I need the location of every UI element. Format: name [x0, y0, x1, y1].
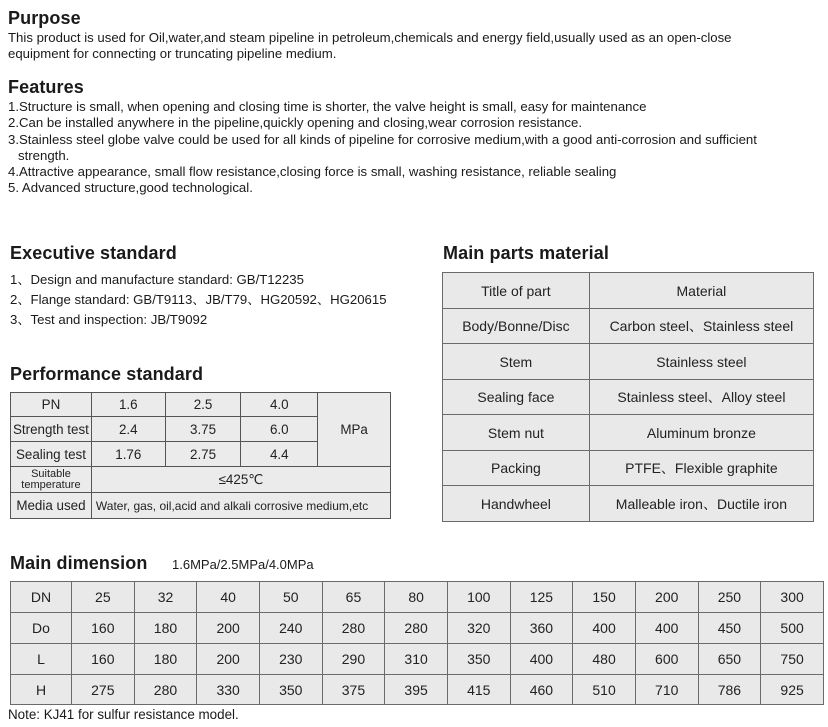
parts-heading: Main parts material [443, 243, 609, 263]
dimension-cell: 240 [259, 613, 322, 644]
dimension-row-label: L [11, 644, 72, 675]
strength-label: Strength test [11, 417, 92, 442]
pn-value: 2.5 [165, 393, 241, 417]
temperature-label-line-1: Suitable [31, 467, 71, 480]
dimension-cell: 500 [761, 613, 824, 644]
dimension-cell: 750 [761, 644, 824, 675]
temperature-label [11, 467, 92, 493]
dimension-cell: 160 [72, 613, 135, 644]
part-name: Stem nut [443, 415, 590, 451]
dimension-cell: 100 [447, 582, 510, 613]
executive-heading: Executive standard [10, 243, 177, 263]
dimension-cell: 925 [761, 675, 824, 705]
part-name: Handwheel [443, 486, 590, 522]
features-heading: Features [8, 77, 84, 97]
dimension-row [11, 582, 824, 613]
performance-table [10, 392, 391, 519]
part-material: Carbon steel、Stainless steel [589, 309, 813, 344]
dimension-cell: 395 [385, 675, 448, 705]
dimension-cell: 200 [197, 644, 260, 675]
dimension-cell: 180 [134, 613, 197, 644]
part-material: Stainless steel、Alloy steel [589, 380, 813, 415]
feature-line-3: 3.Stainless steel globe valve could be used for all kinds of pipeline for corrosive medium,with a good anti-corrosion and sufficient [8, 132, 757, 147]
media-value: Water, gas, oil,acid and alkali corrosive medium,etc [91, 493, 390, 519]
dimension-cell: 786 [698, 675, 761, 705]
executive-item-1: 1、Design and manufacture standard: GB/T12235 [10, 272, 304, 287]
dimension-cell: 710 [635, 675, 698, 705]
dimension-cell: 320 [447, 613, 510, 644]
sealing-label: Sealing test [11, 442, 92, 467]
dimension-cell: 400 [510, 644, 573, 675]
dimension-cell: 400 [635, 613, 698, 644]
dimension-cell: 280 [385, 613, 448, 644]
dimension-row [11, 644, 824, 675]
sealing-value: 2.75 [165, 442, 241, 467]
executive-item-3: 3、Test and inspection: JB/T9092 [10, 312, 208, 327]
dimension-cell: 510 [573, 675, 636, 705]
part-material: Malleable iron、Ductile iron [589, 486, 813, 522]
part-material: PTFE、Flexible graphite [589, 451, 813, 486]
dimension-cell: 375 [322, 675, 385, 705]
parts-header-title: Title of part [443, 273, 590, 309]
strength-value: 2.4 [91, 417, 165, 442]
dimension-cell: 250 [698, 582, 761, 613]
dimension-cell: 25 [72, 582, 135, 613]
dimension-row [11, 675, 824, 705]
pn-value: 1.6 [91, 393, 165, 417]
media-label: Media used [11, 493, 92, 519]
part-material: Aluminum bronze [589, 415, 813, 451]
part-name: Stem [443, 344, 590, 380]
purpose-line-1: This product is used for Oil,water,and steam pipeline in petroleum,chemicals and energy field,usually used as an open-close [8, 30, 732, 45]
dimension-cell: 150 [573, 582, 636, 613]
dimension-cell: 50 [259, 582, 322, 613]
feature-line-2: 2.Can be installed anywhere in the pipeline,quickly opening and closing,wear corrosion resistance. [8, 115, 582, 130]
dimension-cell: 275 [72, 675, 135, 705]
dimension-cell: 290 [322, 644, 385, 675]
dimension-cell: 32 [134, 582, 197, 613]
sealing-value: 1.76 [91, 442, 165, 467]
dimension-row-label: DN [11, 582, 72, 613]
purpose-heading: Purpose [8, 8, 81, 28]
dimension-cell: 350 [259, 675, 322, 705]
dimension-cell: 200 [635, 582, 698, 613]
dimension-cell: 200 [197, 613, 260, 644]
dimension-subheading: 1.6MPa/2.5MPa/4.0MPa [172, 557, 314, 572]
dimension-note: Note: KJ41 for sulfur resistance model. [8, 707, 239, 722]
dimension-cell: 180 [134, 644, 197, 675]
dimension-cell: 40 [197, 582, 260, 613]
part-material: Stainless steel [589, 344, 813, 380]
dimension-cell: 400 [573, 613, 636, 644]
dimension-cell: 450 [698, 613, 761, 644]
dimension-cell: 415 [447, 675, 510, 705]
dimension-cell: 310 [385, 644, 448, 675]
dimension-cell: 360 [510, 613, 573, 644]
dimension-cell: 600 [635, 644, 698, 675]
unit-cell: MPa [318, 393, 391, 467]
feature-line-5: 5. Advanced structure,good technological. [8, 180, 253, 195]
dimension-cell: 350 [447, 644, 510, 675]
executive-item-2: 2、Flange standard: GB/T9113、JB/T79、HG20592、HG20615 [10, 292, 387, 307]
dimension-heading: Main dimension [10, 553, 148, 573]
pn-value: 4.0 [241, 393, 318, 417]
part-name: Packing [443, 451, 590, 486]
sealing-value: 4.4 [241, 442, 318, 467]
dimension-row-label: H [11, 675, 72, 705]
feature-line-4: 4.Attractive appearance, small flow resistance,closing force is small, washing resistance, reliable sealing [8, 164, 617, 179]
parts-table [442, 272, 814, 522]
dimension-cell: 330 [197, 675, 260, 705]
parts-header-material: Material [589, 273, 813, 309]
part-name: Body/Bonne/Disc [443, 309, 590, 344]
dimension-cell: 300 [761, 582, 824, 613]
strength-value: 6.0 [241, 417, 318, 442]
dimension-row [11, 613, 824, 644]
dimension-cell: 480 [573, 644, 636, 675]
part-name: Sealing face [443, 380, 590, 415]
pn-label: PN [11, 393, 92, 417]
performance-heading: Performance standard [10, 364, 204, 384]
dimension-cell: 160 [72, 644, 135, 675]
temperature-label-line-2: temperature [21, 478, 81, 491]
dimension-cell: 230 [259, 644, 322, 675]
strength-value: 3.75 [165, 417, 241, 442]
feature-line-1: 1.Structure is small, when opening and closing time is shorter, the valve height is small, easy for maintenance [8, 99, 647, 114]
temperature-value: ≤425℃ [91, 467, 390, 493]
dimension-table [10, 581, 824, 705]
dimension-cell: 650 [698, 644, 761, 675]
dimension-cell: 65 [322, 582, 385, 613]
dimension-cell: 80 [385, 582, 448, 613]
dimension-cell: 125 [510, 582, 573, 613]
purpose-line-2: equipment for connecting or truncating pipeline medium. [8, 46, 337, 61]
feature-line-3-cont: strength. [18, 148, 70, 163]
dimension-cell: 280 [322, 613, 385, 644]
dimension-cell: 280 [134, 675, 197, 705]
dimension-row-label: Do [11, 613, 72, 644]
dimension-cell: 460 [510, 675, 573, 705]
